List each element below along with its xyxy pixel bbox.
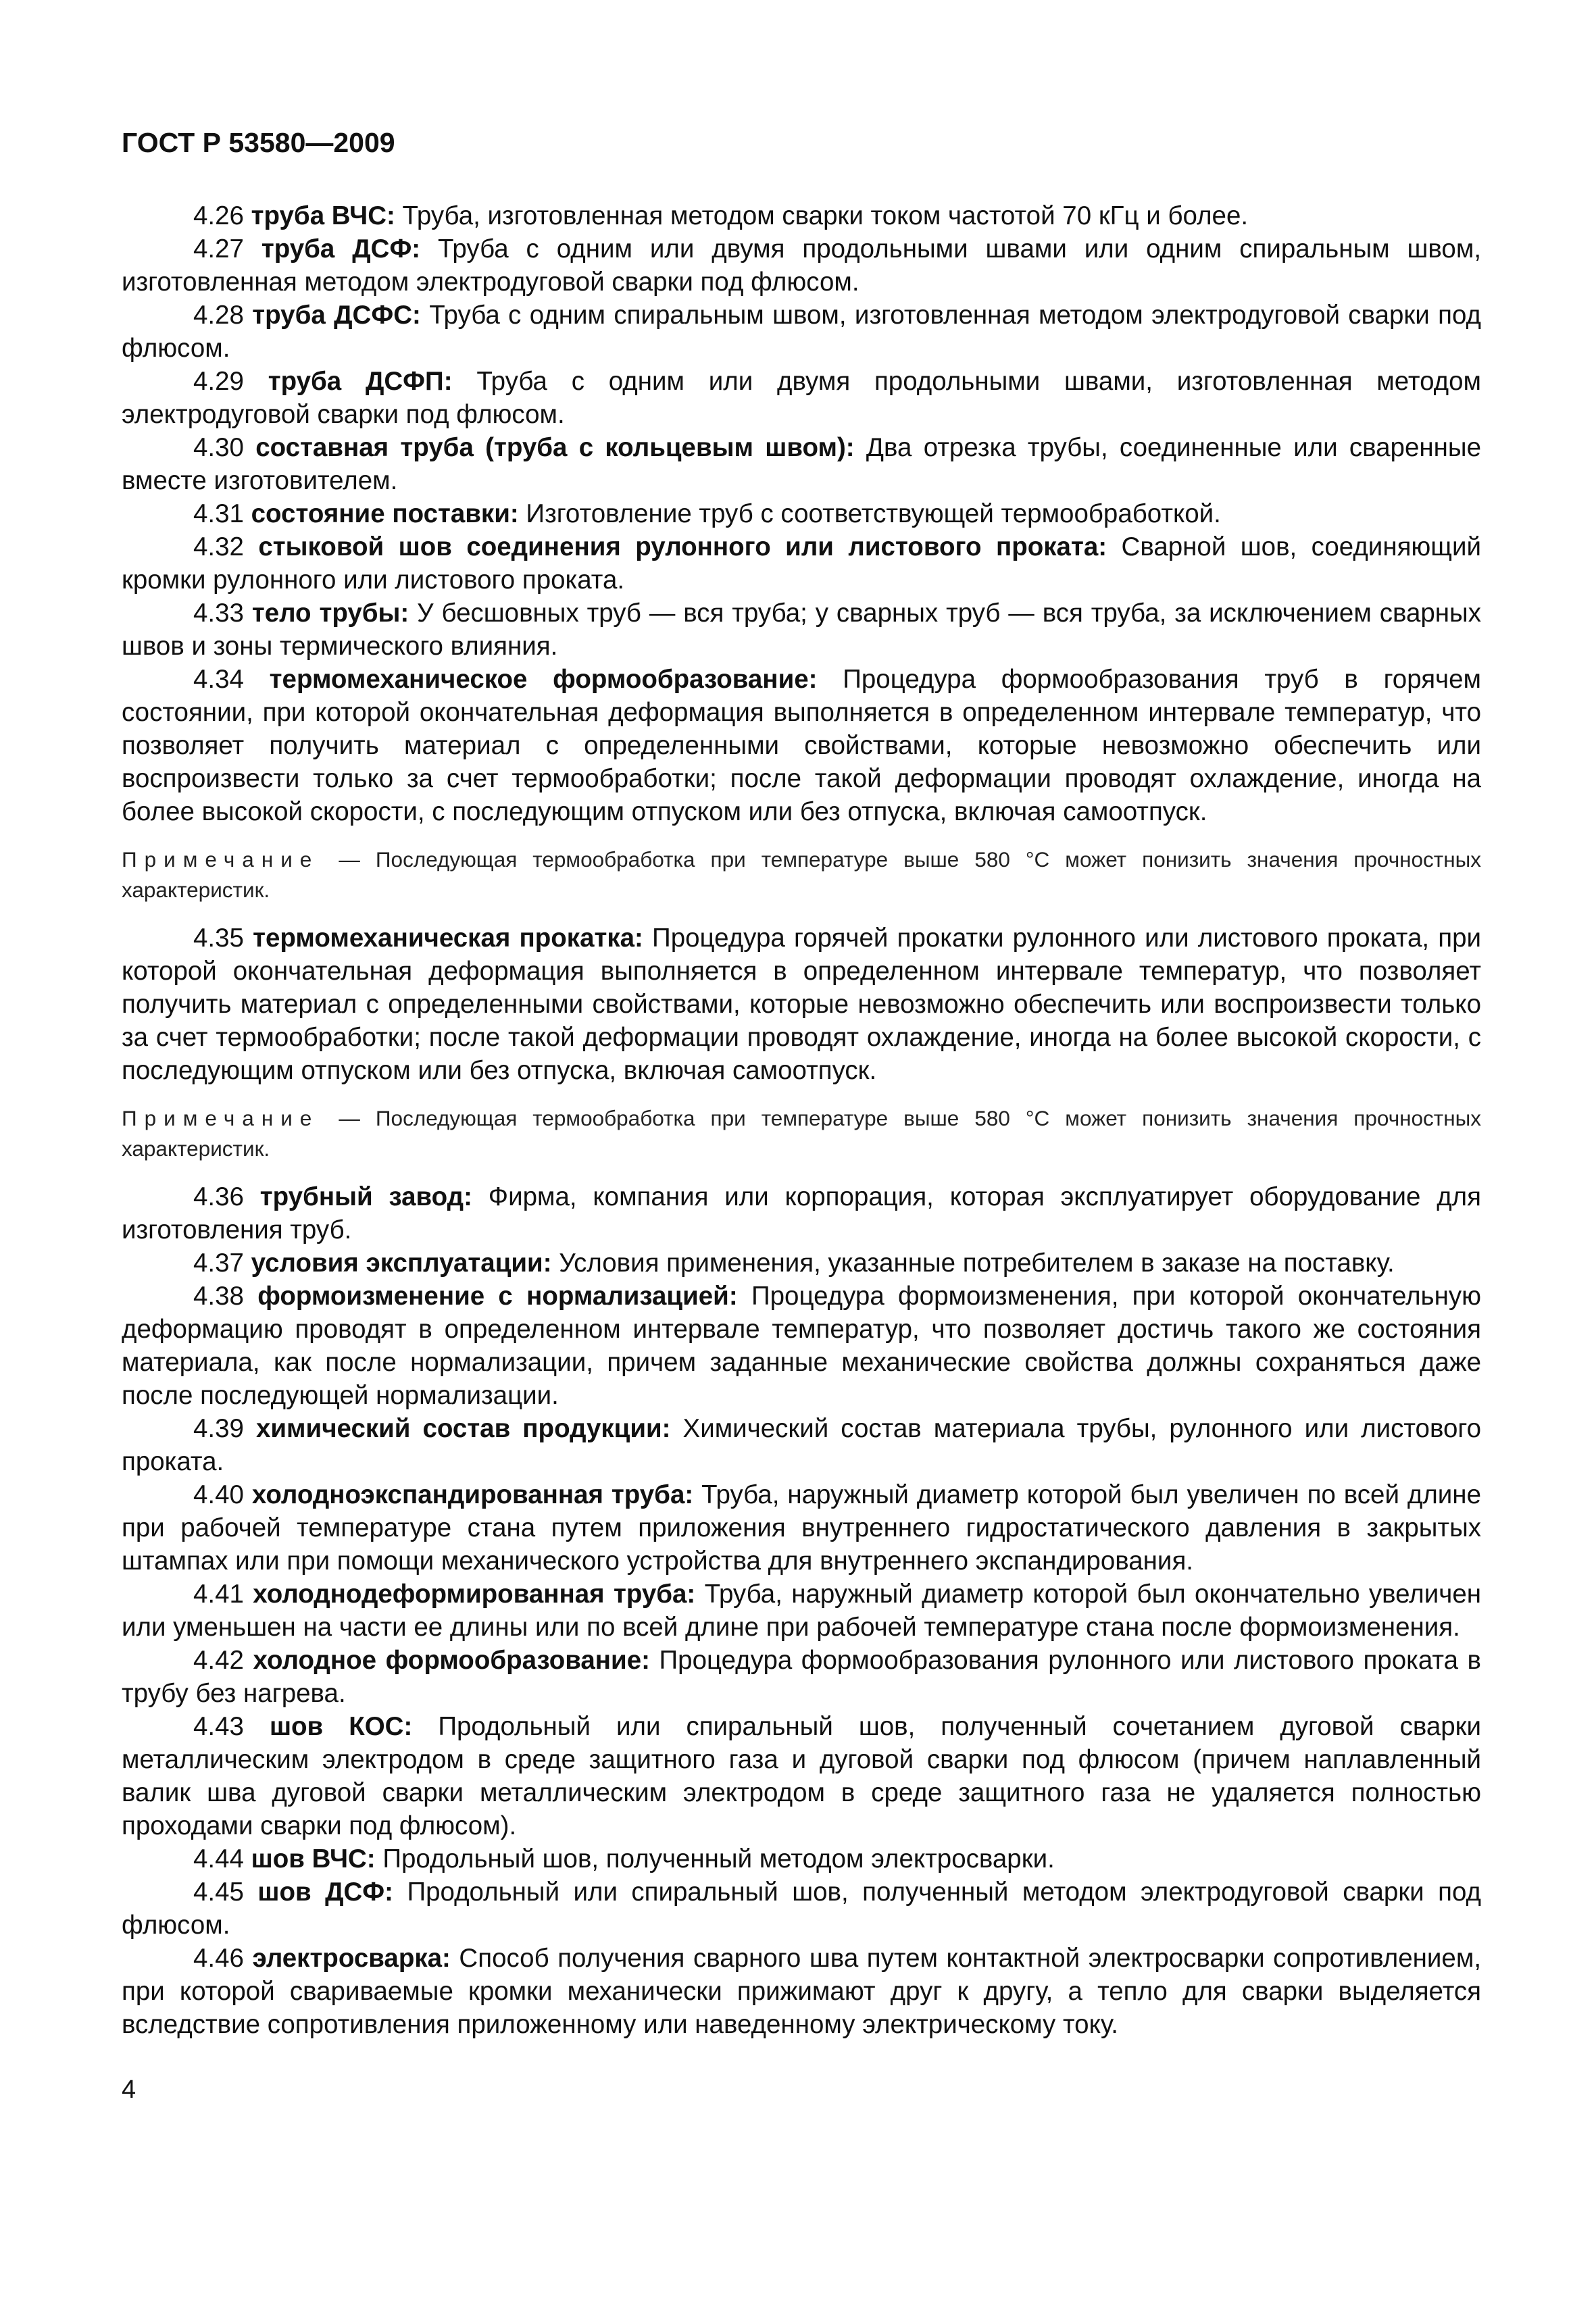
- entry-term: условия эксплуатации:: [251, 1249, 552, 1278]
- entry-definition: Продольный или спиральный шов, полученный методом электродуговой сварки под флюсом.: [122, 1878, 1481, 1940]
- entry-number: 4.33: [193, 599, 244, 628]
- note-text: — Последующая термообработка при температуре выше 580 °С может понизить значения прочностных характеристик.: [122, 1106, 1481, 1161]
- entry-number: 4.37: [193, 1249, 244, 1278]
- entry-4-29: [122, 365, 1481, 431]
- entry-number: 4.40: [193, 1480, 244, 1509]
- entry-4-35: [122, 922, 1481, 1087]
- entry-number: 4.26: [193, 201, 244, 230]
- entry-number: 4.46: [193, 1944, 244, 1973]
- entry-definition: Способ получения сварного шва путем контактной электросварки сопротивлением, при которой свариваемые кромки механически прижимают друг к другу, а тепло для сварки выделяется вследствие сопротивления приложенному или наведенному электрическому току.: [122, 1944, 1482, 2039]
- entry-term: труба ВЧС:: [251, 201, 395, 230]
- entry-4-36: [122, 1180, 1481, 1247]
- entry-number: 4.27: [193, 234, 244, 263]
- entry-4-32: [122, 530, 1481, 597]
- entry-number: 4.29: [193, 367, 244, 396]
- entry-4-41: [122, 1578, 1481, 1644]
- entry-4-33: [122, 597, 1481, 663]
- entry-4-34: [122, 663, 1481, 828]
- document-title: ГОСТ Р 53580—2009: [122, 127, 395, 158]
- entry-term: холодное формообразование:: [253, 1646, 650, 1675]
- entry-number: 4.31: [193, 499, 244, 528]
- entry-term: формоизменение с нормализацией:: [257, 1282, 738, 1311]
- entry-number: 4.28: [193, 301, 244, 330]
- entry-definition: Труба, наружный диаметр которой был увеличен по всей длине при рабочей температуре стана путем приложения внутреннего гидростатического давления в закрытых штампах или при помощи механического устройства для внутреннего экспандирования.: [122, 1480, 1481, 1576]
- entry-number: 4.38: [193, 1282, 244, 1311]
- entry-term: химический состав продукции:: [255, 1414, 671, 1443]
- entry-4-40: [122, 1478, 1481, 1578]
- entry-4-42: [122, 1644, 1481, 1710]
- entry-4-30: [122, 431, 1481, 497]
- entry-4-28: [122, 299, 1481, 365]
- entry-term: тело трубы:: [251, 599, 409, 628]
- entry-definition: Труба, изготовленная методом сварки током частотой 70 кГц и более.: [402, 201, 1249, 230]
- entry-term: трубный завод:: [259, 1182, 472, 1211]
- entry-number: 4.41: [193, 1580, 244, 1609]
- entry-definition: У бесшовных труб — вся труба; у сварных труб — вся труба, за исключением сварных швов и зоны термического влияния.: [122, 599, 1481, 661]
- entry-number: 4.44: [193, 1844, 244, 1873]
- note-label: Примечание: [122, 1106, 320, 1130]
- entry-4-45: [122, 1876, 1481, 1942]
- entry-term: шов ДСФ:: [257, 1878, 393, 1907]
- entry-definition: Процедура формоизменения, при которой окончательную деформацию проводят в определенном интервале температур, что позволяет достичь такого же состояния материала, как после нормализации, причем заданные механические свойства должны сохраняться даже после последующей нормализации.: [122, 1282, 1481, 1410]
- entry-definition: Сварной шов, соединяющий кромки рулонного или листового проката.: [122, 532, 1481, 595]
- entry-term: термомеханическое формообразование:: [269, 665, 818, 694]
- entry-definition: Труба, наружный диаметр которой был окончательно увеличен или уменьшен на части ее длины или по всей длине при рабочей температуре стана после формоизменения.: [122, 1580, 1481, 1642]
- entry-4-31: [122, 497, 1481, 530]
- entry-definition: Изготовление труб с соответствующей термообработкой.: [526, 499, 1221, 528]
- entry-number: 4.35: [193, 924, 244, 953]
- entry-4-26: [122, 199, 1481, 232]
- note-text: — Последующая термообработка при температуре выше 580 °С может понизить значения прочностных характеристик.: [122, 847, 1481, 902]
- entry-definition: Труба с одним или двумя продольными швами или одним спиральным швом, изготовленная методом электродуговой сварки под флюсом.: [122, 234, 1482, 297]
- entry-number: 4.39: [193, 1414, 244, 1443]
- entry-number: 4.45: [193, 1878, 244, 1907]
- entry-4-44: [122, 1842, 1481, 1876]
- note-1: [122, 845, 1481, 905]
- entry-4-27: [122, 232, 1481, 299]
- entry-4-46: [122, 1942, 1481, 2041]
- entry-definition: Процедура формообразования труб в горячем состоянии, при которой окончательная деформация выполняется в определенном интервале температур, что позволяет получить материал с определенными свойствами, которые невозможно обеспечить или воспроизвести только за счет термообработки; после такой деформации проводят охлаждение, иногда на более высокой скорости, с последующим отпуском или без отпуска, включая самоотпуск.: [122, 665, 1481, 826]
- entry-term: труба ДСФ:: [261, 234, 421, 263]
- entry-number: 4.34: [193, 665, 244, 694]
- entry-term: шов ВЧС:: [251, 1844, 376, 1873]
- entry-term: труба ДСФС:: [252, 301, 421, 330]
- entry-number: 4.42: [193, 1646, 244, 1675]
- entry-definition: Труба с одним спиральным швом, изготовленная методом электродуговой сварки под флюсом.: [122, 301, 1481, 363]
- entry-4-39: [122, 1412, 1481, 1478]
- entry-4-37: [122, 1247, 1481, 1280]
- entry-number: 4.30: [193, 433, 244, 462]
- entry-term: труба ДСФП:: [268, 367, 453, 396]
- entry-definition: Процедура горячей прокатки рулонного или листового проката, при которой окончательная деформация выполняется в определенном интервале температур, что позволяет получить материал с определенными свойствами, которые невозможно обеспечить или воспроизвести только за счет термообработки; после такой деформации проводят охлаждение, иногда на более высокой скорости, с последующим отпуском или без отпуска, включая самоотпуск.: [122, 924, 1481, 1085]
- entry-definition: Химический состав материала трубы, рулонного или листового проката.: [122, 1414, 1481, 1476]
- entry-term: холодноэкспандированная труба:: [251, 1480, 694, 1509]
- entry-term: электросварка:: [252, 1944, 451, 1973]
- entry-term: холоднодеформированная труба:: [253, 1580, 696, 1609]
- entry-term: состояние поставки:: [251, 499, 519, 528]
- entry-definition: Труба с одним или двумя продольными швами, изготовленная методом электродуговой сварки под флюсом.: [122, 367, 1482, 429]
- entry-term: шов КОС:: [269, 1712, 413, 1741]
- entry-term: термомеханическая прокатка:: [253, 924, 643, 953]
- entry-definition: Процедура формообразования рулонного или листового проката в трубу без нагрева.: [122, 1646, 1481, 1708]
- entry-definition: Условия применения, указанные потребителем в заказе на поставку.: [559, 1249, 1395, 1278]
- entry-definition: Продольный или спиральный шов, полученный сочетанием дуговой сварки металлическим электродом в среде защитного газа и дуговой сварки под флюсом (причем наплавленный валик шва дуговой сварки металлическим электродом в среде защитного газа не удаляется полностью проходами сварки под флюсом).: [122, 1712, 1482, 1840]
- entry-4-38: [122, 1280, 1481, 1412]
- entry-term: составная труба (труба с кольцевым швом):: [255, 433, 855, 462]
- entry-term: стыковой шов соединения рулонного или листового проката:: [258, 532, 1107, 561]
- document-body: [122, 199, 1481, 2041]
- entry-definition: Фирма, компания или корпорация, которая эксплуатирует оборудование для изготовления труб.: [122, 1182, 1481, 1244]
- note-label: Примечание: [122, 847, 320, 872]
- entry-number: 4.36: [193, 1182, 244, 1211]
- entry-4-43: [122, 1710, 1481, 1842]
- entry-number: 4.43: [193, 1712, 244, 1741]
- note-2: [122, 1103, 1481, 1164]
- entry-number: 4.32: [193, 532, 244, 561]
- page-number: 4: [122, 2076, 136, 2104]
- entry-definition: Продольный шов, полученный методом электросварки.: [382, 1844, 1055, 1873]
- entry-definition: Два отрезка трубы, соединенные или сваренные вместе изготовителем.: [122, 433, 1481, 495]
